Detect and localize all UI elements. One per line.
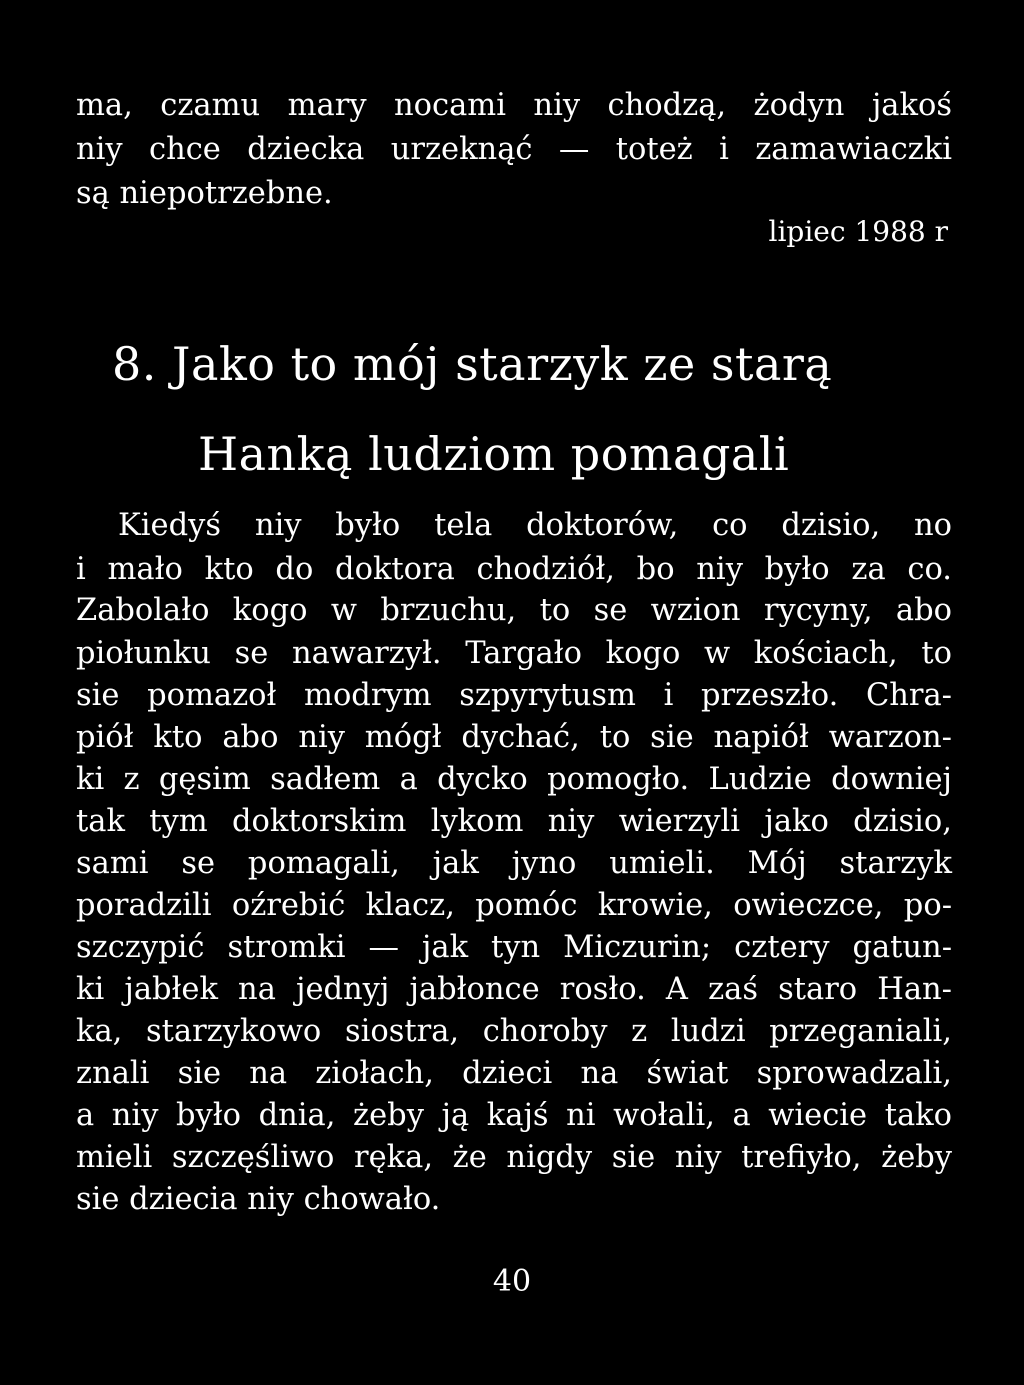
body-line-9: sami se pomagali, jak jyno umieli. Mój starzyk	[76, 846, 952, 881]
body-line-14: znali sie na ziołach, dzieci na świat sprowadzali,	[76, 1056, 952, 1091]
body-line-7: ki z gęsim sadłem a dycko pomogło. Ludzie downiej	[76, 762, 952, 797]
body-line-15: a niy było dnia, żeby ją kajś ni wołali, a wiecie tako	[76, 1098, 952, 1133]
body-line-1: Kiedyś niy było tela doktorów, co dzisio, no	[118, 508, 952, 543]
body-line-3: Zabolało kogo w brzuchu, to se wzion rycyny, abo	[76, 593, 952, 628]
body-line-12: ki jabłek na jednyj jabłonce rosło. A zaś staro Han-	[76, 972, 952, 1007]
body-line-4: piołunku se nawarzył. Targało kogo w kościach, to	[76, 636, 952, 671]
body-line-16: mieli szczęśliwo ręka, że nigdy sie niy trefiyło, żeby	[76, 1140, 952, 1175]
page-number: 40	[492, 1264, 532, 1299]
body-line-11: szczypić stromki — jak tyn Miczurin; cztery gatun-	[76, 930, 952, 965]
chapter-title-line-2: Hanką ludziom pomagali	[198, 427, 790, 481]
body-line-8: tak tym doktorskim lykom niy wierzyli jako dzisio,	[76, 804, 952, 839]
date-signature: lipiec 1988 r	[768, 215, 948, 248]
chapter-title-line-1: 8. Jako to mój starzyk ze starą	[112, 337, 833, 391]
body-line-5: sie pomazoł modrym szpyrytusm i przeszło. Chra-	[76, 678, 952, 713]
top-paragraph-line-2: niy chce dziecka urzeknąć — toteż i zamawiaczki	[76, 132, 952, 167]
body-line-6: piół kto abo niy mógł dychać, to sie napiół warzon-	[76, 720, 952, 755]
body-line-10: poradzili oźrebić klacz, pomóc krowie, owieczce, po-	[76, 888, 952, 923]
top-paragraph-line-1: ma, czamu mary nocami niy chodzą, żodyn jakoś	[76, 88, 952, 123]
top-paragraph-line-3: są niepotrzebne.	[76, 176, 333, 211]
body-line-13: ka, starzykowo siostra, choroby z ludzi przeganiali,	[76, 1014, 952, 1049]
body-line-2: i mało kto do doktora chodziół, bo niy było za co.	[76, 552, 952, 587]
body-line-17: sie dziecia niy chowało.	[76, 1182, 441, 1217]
